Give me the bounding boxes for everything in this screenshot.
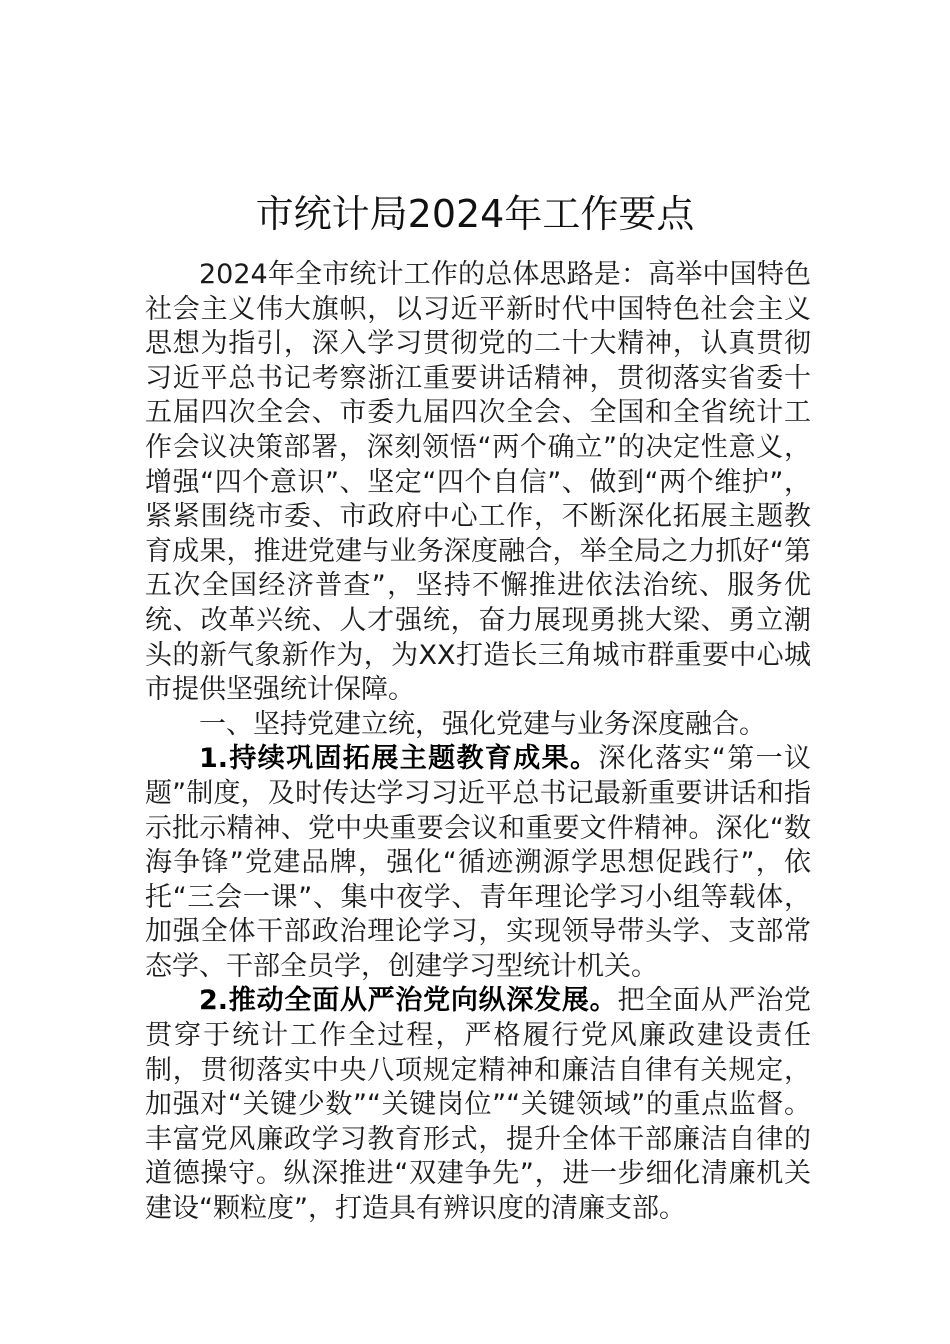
section-heading-1: 一、坚持党建立统，强化党建与业务深度融合。 — [199, 708, 766, 740]
item-paragraph-1 — [145, 742, 811, 984]
item-lead-1: 1.持续巩固拓展主题教育成果。 — [199, 743, 599, 775]
item-text-2: 把全面从严治党贯穿于统计工作全过程，严格履行党风廉政建设责任制，贯彻落实中央八项规定精神和廉洁自律有关规定，加强对“关键少数”“关键岗位”“关键领域”的重点监督。丰富党风廉政学习教育形式，提升全体干部廉洁自律的道德操守。纵深推进“双建争先”，进一步细化清廉机关建设“颗粒度”，打造具有辨识度的清廉支部。 — [145, 985, 812, 1225]
item-paragraph-2 — [145, 984, 811, 1226]
item-lead-2: 2.推动全面从严治党向纵深发展。 — [199, 985, 618, 1017]
document-title: 市统计局2024年工作要点 — [255, 192, 695, 237]
intro-paragraph: 2024年全市统计工作的总体思路是：高举中国特色社会主义伟大旗帜，以习近平新时代中国特色社会主义思想为指引，深入学习贯彻党的二十大精神，认真贯彻习近平总书记考察浙江重要讲话精神，贯彻落实省委十五届四次全会、市委九届四次全会、全国和全省统计工作会议决策部署，深刻领悟“两个确立”的决定性意义，增强“四个意识”、坚定“四个自信”、做到“两个维护”，紧紧围绕市委、市政府中心工作，不断深化拓展主题教育成果，推进党建与业务深度融合，举全局之力抓好“第五次全国经济普查”，坚持不懈推进依法治统、服务优统、改革兴统、人才强统，奋力展现勇挑大梁、勇立潮头的新气象新作为，为XX打造长三角城市群重要中心城市提供坚强统计保障。 — [145, 259, 811, 706]
document-body — [145, 258, 811, 1227]
item-text-1: 深化落实“第一议题”制度，及时传达学习习近平总书记最新重要讲话和指示批示精神、党中央重要会议和重要文件精神。深化“数海争锋”党建品牌，强化“循迹溯源学思想促践行”，依托“三会一课”、集中夜学、青年理论学习小组等载体，加强全体干部政治理论学习，实现领导带头学、支部常态学、干部全员学，创建学习型统计机关。 — [145, 743, 811, 982]
